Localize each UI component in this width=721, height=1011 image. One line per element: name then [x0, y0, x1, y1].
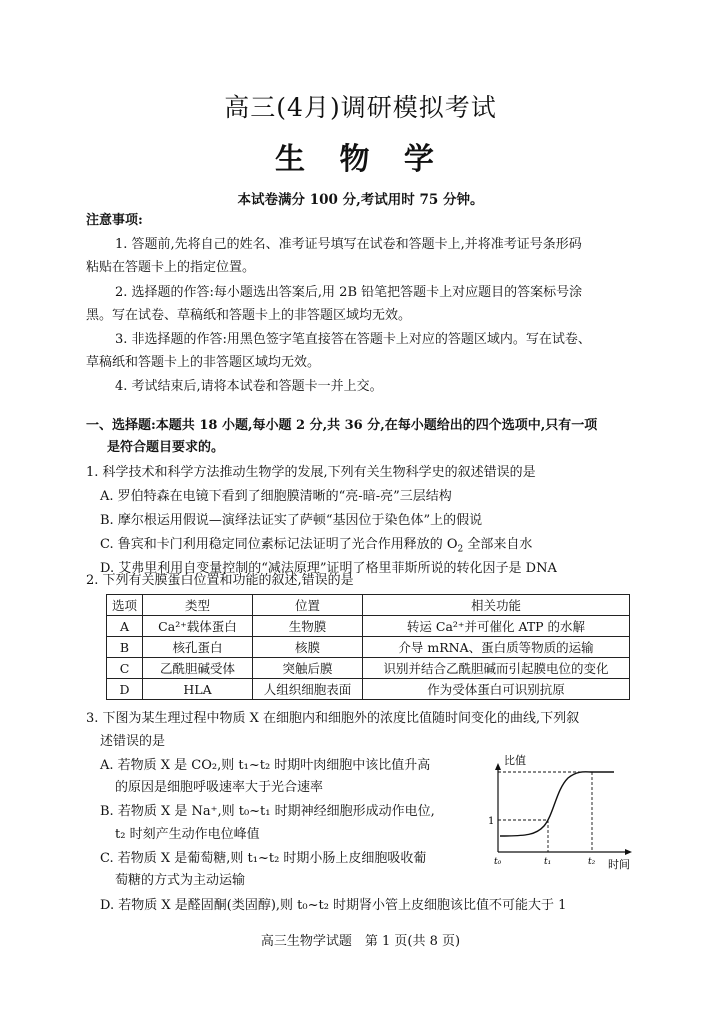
t2-label: t₂: [588, 857, 596, 867]
note-line: 3. 非选择题的作答:用黑色签字笔直接答在答题卡上对应的答题区域内。写在试卷、: [115, 332, 591, 347]
q3-option-d: D. 若物质 X 是醛固酮(类固醇),则 t₀~t₂ 时期肾小管上皮细胞该比值不可能大于 1: [100, 898, 567, 913]
table-cell: 转运 Ca²⁺并可催化 ATP 的水解: [363, 616, 630, 637]
q1-option-b: B. 摩尔根运用假说—演绎法证实了萨顿“基因位于染色体”上的假说: [100, 513, 483, 528]
x-axis-label: 时间: [608, 858, 630, 870]
q3-stem-cont: 述错误的是: [100, 734, 166, 749]
table-cell: A: [107, 616, 143, 637]
q3-option-b-cont: t₂ 时刻产生动作电位峰值: [115, 827, 260, 842]
y-axis-arrow: [495, 763, 501, 770]
page-footer: 高三生物学试题 第 1 页(共 8 页): [260, 934, 461, 949]
table-cell: 乙酰胆碱受体: [143, 658, 253, 679]
q3-option-c-cont: 萄糖的方式为主动运输: [115, 873, 246, 888]
table-row: [107, 658, 630, 679]
exam-info: 本试卷满分 100 分,考试用时 75 分钟。: [237, 192, 484, 208]
table-cell: 人组织细胞表面: [253, 679, 363, 700]
ratio-curve: [500, 772, 614, 836]
exam-title: 高三(4月)调研模拟考试: [224, 93, 497, 122]
note-line: 1. 答题前,先将自己的姓名、准考证号填写在试卷和答题卡上,并将准考证号条形码: [115, 237, 582, 252]
q2-table: [106, 594, 630, 700]
q1-option-a: A. 罗伯特森在电镜下看到了细胞膜清晰的“亮-暗-亮”三层结构: [100, 489, 452, 504]
table-header-cell: 类型: [143, 595, 253, 616]
table-header-cell: 选项: [107, 595, 143, 616]
note-line: 草稿纸和答题卡上的非答题区域均无效。: [86, 355, 321, 370]
table-cell: B: [107, 637, 143, 658]
table-header-row: [107, 595, 630, 616]
table-header-cell: 位置: [253, 595, 363, 616]
q1-option-d: D. 艾弗里利用自变量控制的“减法原理”证明了格里菲斯所说的转化因子是 DNA: [100, 561, 557, 576]
table-cell: HLA: [143, 679, 253, 700]
table-cell: 生物膜: [253, 616, 363, 637]
table-row: [107, 679, 630, 700]
q3-option-b: B. 若物质 X 是 Na⁺,则 t₀~t₁ 时期神经细胞形成动作电位,: [100, 804, 435, 819]
table-cell: C: [107, 658, 143, 679]
y-axis-label: 比值: [504, 754, 526, 767]
subject-title: 生 物 学: [275, 142, 446, 177]
table-cell: 核膜: [253, 637, 363, 658]
table-cell: 作为受体蛋白可识别抗原: [363, 679, 630, 700]
table-cell: D: [107, 679, 143, 700]
q3-concentration-graph: [486, 752, 636, 870]
table-row: [107, 616, 630, 637]
table-cell: 突触后膜: [253, 658, 363, 679]
section-heading-cont: 是符合题目要求的。: [107, 440, 225, 455]
q1-option-c: C. 鲁宾和卡门利用稳定同位素标记法证明了光合作用释放的 $O_2$ 全部来自水: [100, 537, 533, 555]
table-cell: 介导 mRNA、蛋白质等物质的运输: [363, 637, 630, 658]
q3-option-a: A. 若物质 X 是 CO₂,则 t₁~t₂ 时期叶肉细胞中该比值升高: [100, 758, 431, 773]
note-line: 2. 选择题的作答:每小题选出答案后,用 2B 铅笔把答题卡上对应题目的答案标号涂: [115, 285, 583, 300]
t0-label: t₀: [494, 857, 502, 867]
x-axis-arrow: [625, 849, 632, 855]
table-cell: 核孔蛋白: [143, 637, 253, 658]
table-cell: 识别并结合乙酰胆碱而引起膜电位的变化: [363, 658, 630, 679]
note-line: 粘贴在答题卡上的指定位置。: [86, 260, 256, 275]
q3-option-a-cont: 的原因是细胞呼吸速率大于光合速率: [115, 780, 324, 795]
table-header-cell: 相关功能: [363, 595, 630, 616]
t1-label: t₁: [544, 857, 552, 867]
notes-heading: 注意事项:: [86, 213, 143, 228]
q1-stem: 1. 科学技术和科学方法推动生物学的发展,下列有关生物科学史的叙述错误的是: [86, 465, 536, 480]
q3-option-c: C. 若物质 X 是葡萄糖,则 t₁~t₂ 时期小肠上皮细胞吸收葡: [100, 851, 427, 866]
q3-stem: 3. 下图为某生理过程中物质 X 在细胞内和细胞外的浓度比值随时间变化的曲线,下列叙: [86, 711, 580, 726]
note-line: 黑。写在试卷、草稿纸和答题卡上的非答题区域均无效。: [86, 308, 412, 323]
table-row: [107, 637, 630, 658]
level-one-label: 1: [488, 816, 495, 827]
q2-stem: 2. 下列有关膜蛋白位置和功能的叙述,错误的是: [86, 573, 354, 588]
table-cell: Ca²⁺载体蛋白: [143, 616, 253, 637]
section-heading: 一、选择题:本题共 18 小题,每小题 2 分,共 36 分,在每小题给出的四个选项中,只有一项: [86, 418, 598, 433]
note-line: 4. 考试结束后,请将本试卷和答题卡一并上交。: [115, 379, 383, 394]
